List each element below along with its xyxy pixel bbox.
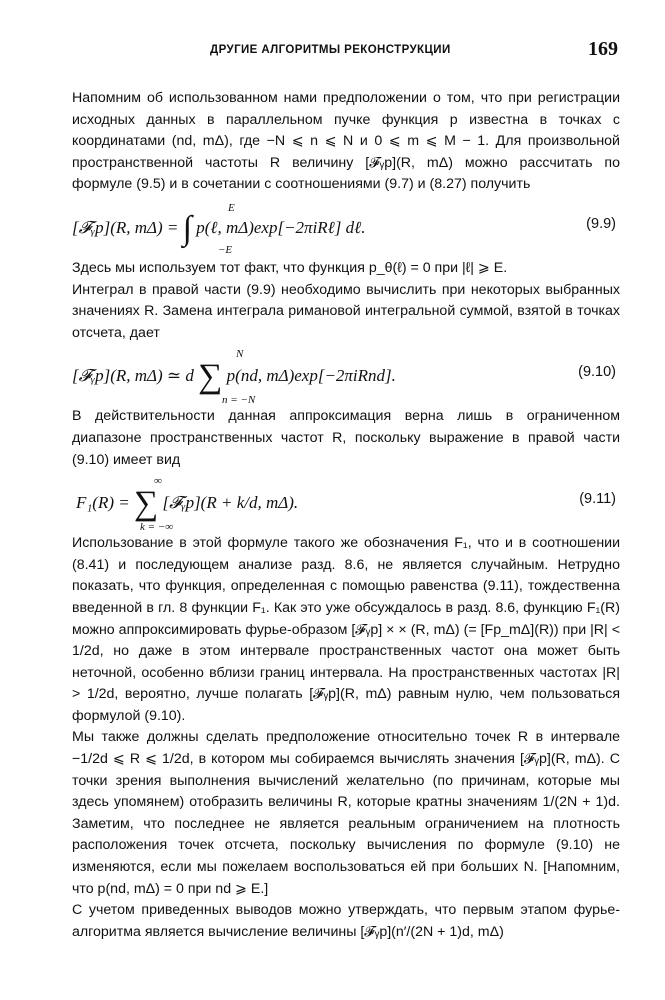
page-header bbox=[0, 38, 665, 64]
eq-9-11-rhs: [𝓕ᵧp](R + k/d, mΔ). bbox=[162, 493, 299, 513]
sum-sign: ∑ bbox=[198, 358, 223, 396]
eq-9-11-lower-limit: k = −∞ bbox=[140, 521, 174, 534]
eq-9-11-lhs: F₁(R) = bbox=[76, 493, 130, 513]
equation-9-11 bbox=[72, 471, 620, 533]
eq-9-9-lower-limit: −E bbox=[218, 243, 233, 256]
eq-9-10-upper-limit: N bbox=[236, 348, 244, 361]
paragraph-first-step: С учетом приведенных выводов можно утверждать, что первым этапом фурье-алгоритма является вычисление величины [𝓕ᵧp](n′/(2N + 1)d, mΔ) bbox=[72, 902, 620, 940]
paragraph-notation: Использование в этой формуле такого же обозначения F₁, что и в соотношении (8.41) и последующем анализе разд. 8.6, не является случайным. Нетрудно показать, что функция, определенная с помощью равенства (9.11), тождественна введенной в гл. 8 функции F₁. Как это уже обсуждалось в разд. 8.6, функцию F₁(R) можно аппроксимировать фурье-образом [𝓕ᵧp] × × (R, mΔ) (= [Fp_mΔ](R)) при |R| < 1/2d, но даже в этом интервале пространственных частот она может быть неточной, особенно вблизи границ интервала. На пространственных частотах |R| > 1/2d, вероятно, лучше полагать [𝓕ᵧp](R, mΔ) равным нулю, чем пользоваться формулой (9.10). bbox=[72, 535, 620, 724]
page-body bbox=[72, 88, 620, 943]
paragraph-intro: Напомним об использованном нами предположении о том, что при регистрации исходных данных в параллельном пучке функция p известна в точках с координатами (nd, mΔ), где −N ⩽ n ⩽ N и 0 ⩽ m ⩽ M − 1. Для произвольной пространственной частоты R величину [𝓕ᵧp](R, mΔ) можно рассчитать по формуле (9.5) и в сочетании с соотношениями (9.7) и (8.27) получить bbox=[72, 90, 620, 193]
integral-sign: ∫ bbox=[182, 209, 192, 247]
paragraph-assumption: Мы также должны сделать предположение относительно точек R в интервале −1/2d ⩽ R ⩽ 1/2d, в котором мы собираемся вычислять значения [𝓕ᵧp](R, mΔ). С точки зрения выполнения вычислений желательно (по причинам, которые мы здесь упомянем) отобразить величины R, которые кратны значениям 1/(2N + 1)d. Заметим, что последнее не является реальным ограничением на плотность расположения точек отсчета, поскольку вычисления по формуле (9.10) не изменяются, если мы пожелаем воспользоваться ей при больших N. [Напомним, что p(nd, mΔ) = 0 при nd ⩾ E.] bbox=[72, 729, 620, 897]
paragraph-fact: Здесь мы используем тот факт, что функция p_θ(ℓ) = 0 при |ℓ| ⩾ E. bbox=[72, 259, 508, 276]
eq-9-9-upper-limit: E bbox=[228, 201, 235, 214]
paragraph-approx: В действительности данная аппроксимация верна лишь в ограниченном диапазоне пространственных частот R, поскольку выражение в правой части (9.10) имеет вид bbox=[72, 408, 620, 468]
eq-9-9-integrand: p(ℓ, mΔ)exp[−2πiRℓ] dℓ. bbox=[196, 217, 366, 237]
equation-9-9 bbox=[72, 196, 620, 258]
eq-9-11-upper-limit: ∞ bbox=[154, 475, 162, 488]
eq-9-10-lower-limit: n = −N bbox=[222, 394, 256, 407]
eq-9-9-number: (9.9) bbox=[586, 215, 616, 232]
eq-9-10-lhs: [𝓕ᵧp](R, mΔ) ≃ d bbox=[72, 366, 194, 386]
eq-9-10-number: (9.10) bbox=[578, 364, 616, 381]
sum-sign: ∑ bbox=[133, 485, 159, 523]
eq-9-10-rhs: p(nd, mΔ)exp[−2πiRnd]. bbox=[226, 366, 396, 386]
equation-9-10 bbox=[72, 344, 620, 406]
eq-9-9-lhs: [𝓕ᵧp](R, mΔ) = bbox=[72, 217, 179, 237]
eq-9-11-number: (9.11) bbox=[579, 491, 616, 508]
running-title: ДРУГИЕ АЛГОРИТМЫ РЕКОНСТРУКЦИИ bbox=[210, 44, 451, 56]
page-number: 169 bbox=[588, 38, 618, 60]
paragraph-integral: Интеграл в правой части (9.9) необходимо вычислить при некоторых выбранных значениях R. Замена интеграла римановой интегральной суммой, взятой в точках отсчета, дает bbox=[72, 281, 620, 341]
